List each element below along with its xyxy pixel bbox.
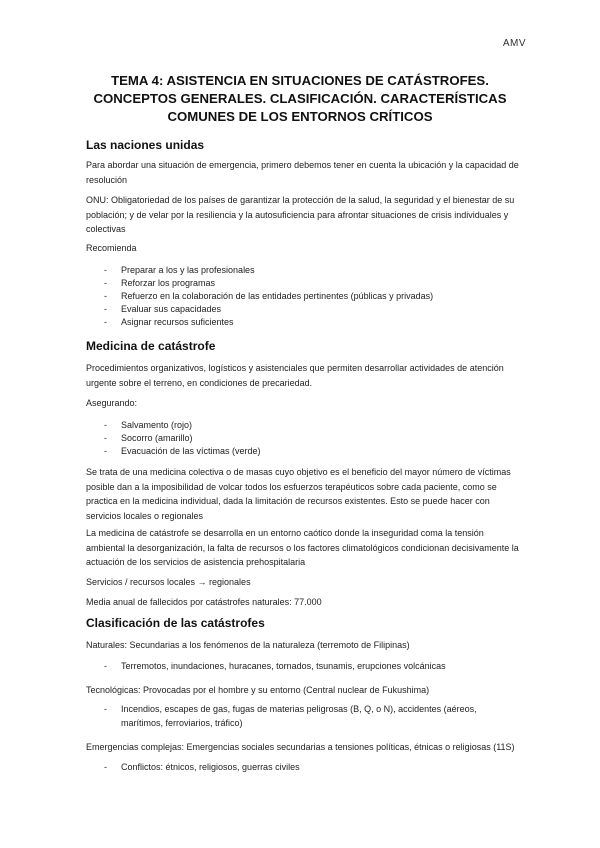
list-item: - Evaluar sus capacidades [104, 304, 222, 314]
list-item: - Terremotos, inundaciones, huracanes, tornados, tsunamis, erupciones volcánicas [104, 661, 446, 671]
paragraph-naturales: Naturales: Secundarias a los fenómenos de la naturaleza (terremoto de Filipinas) [86, 640, 410, 650]
section-heading-medicina: Medicina de catástrofe [86, 339, 216, 353]
asegurando-label: Asegurando: [86, 398, 138, 408]
list-item: - Conflictos: étnicos, religiosos, guerras civiles [104, 762, 300, 772]
recomienda-label: Recomienda [86, 243, 137, 253]
paragraph-ubicacion: Para abordar una situación de emergencia, primero debemos tener en cuenta la ubicación y la capacidad de resolución [86, 160, 519, 185]
paragraph-tecnologicas: Tecnológicas: Provocadas por el hombre y su entorno (Central nuclear de Fukushima) [86, 685, 430, 695]
list-item: - Refuerzo en la colaboración de las entidades pertinentes (públicas y privadas) [104, 291, 434, 301]
paragraph-procedimientos: Procedimientos organizativos, logísticos y asistenciales que permiten desarrollar actividades de atención urgente sobre el terreno, en condiciones de precariedad. [86, 363, 504, 388]
paragraph-media-anual: Media anual de fallecidos por catástrofes naturales: 77.000 [86, 597, 322, 607]
document-title: TEMA 4: ASISTENCIA EN SITUACIONES DE CATÁSTROFES. CONCEPTOS GENERALES. CLASIFICACIÓN. CARACTERÍSTICAS COMUNES DE LOS ENTORNOS CRÍTICOS [93, 73, 507, 124]
list-item: - Reforzar los programas [104, 278, 216, 288]
list-item: - Evacuación de las víctimas (verde) [104, 446, 261, 456]
header-initials: AMV [502, 38, 526, 49]
paragraph-medicina-colectiva: Se trata de una medicina colectiva o de masas cuyo objetivo es el beneficio del mayor número de víctimas posible dan a la imposibilidad de volcar todos los esfuerzos terapéuticos sobre cada paciente, como se practica en la medicina individual, dada la limitación de recursos existentes. Esto se puede hacer con servicios locales o regionales [86, 467, 511, 521]
paragraph-onu: ONU: Obligatoriedad de los países de garantizar la protección de la salud, la seguridad y el bienestar de su población; y de velar por la resiliencia y la autosuficiencia para afrontar situaciones de crisis individuales y colectivas [86, 195, 515, 234]
paragraph-servicios: Servicios / recursos locales → regionales [86, 577, 251, 587]
list-item: - Asignar recursos suficientes [104, 317, 234, 327]
list-item: - Preparar a los y las profesionales [104, 265, 255, 275]
list-item: - Socorro (amarillo) [104, 433, 193, 443]
section-heading-clasificacion: Clasificación de las catástrofes [86, 616, 265, 630]
list-item: - Salvamento (rojo) [104, 420, 193, 430]
paragraph-complejas: Emergencias complejas: Emergencias sociales secundarias a tensiones políticas, étnicas o religiosas (11S) [86, 742, 515, 752]
paragraph-entorno-caotico: La medicina de catástrofe se desarrolla en un entorno caótico donde la inseguridad coma la tensión ambiental la desorganización, la falta de recursos o los factores climatológicos condicionan decisivamente la actuación de los servicios de asistencia prehospitalaria [86, 528, 519, 567]
section-heading-naciones-unidas: Las naciones unidas [86, 138, 205, 152]
list-item: - Incendios, escapes de gas, fugas de materias peligrosas (B, Q, o N), accidentes (aéreos, marítimos, ferroviarios, tráfico) [104, 704, 477, 728]
